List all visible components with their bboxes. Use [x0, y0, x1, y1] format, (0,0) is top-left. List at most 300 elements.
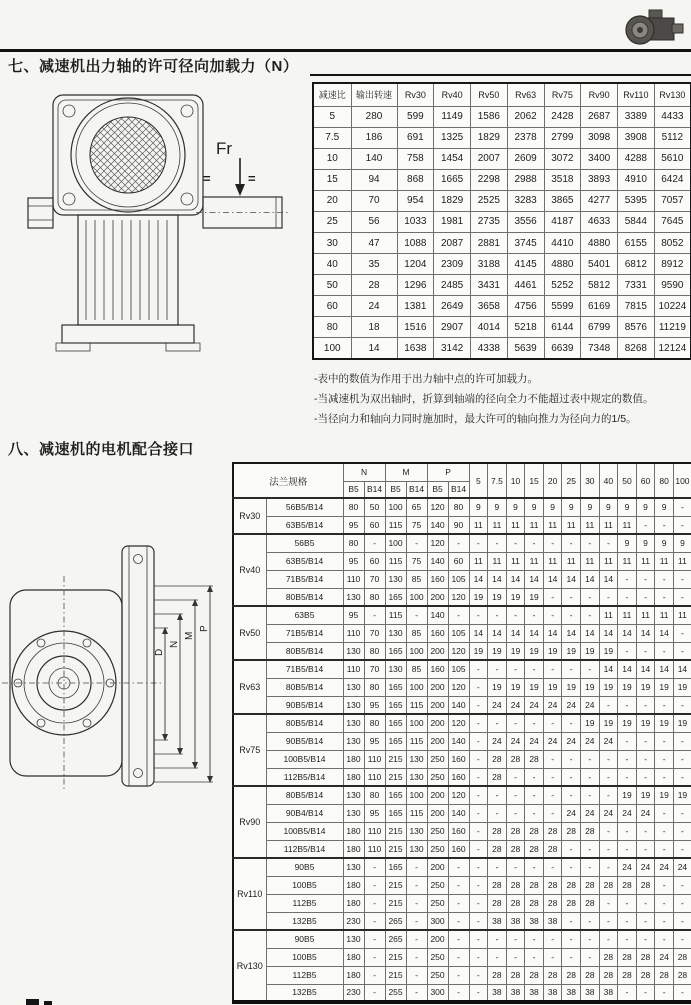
value-cell: 6169 [581, 296, 618, 317]
dash-cell: - [525, 714, 544, 732]
value-cell: 9 [618, 498, 637, 516]
dash-cell: - [364, 984, 385, 1002]
value-cell: 19 [543, 642, 562, 660]
flange-name-cell: 71B5/B14 [266, 624, 343, 642]
dash-cell: - [448, 894, 469, 912]
value-cell: 180 [343, 822, 364, 840]
value-cell: 11 [562, 516, 581, 534]
dash-cell: - [488, 804, 507, 822]
flange-name-cell: 100B5 [266, 876, 343, 894]
column-header: Rv40 [434, 83, 471, 106]
value-cell: 19 [636, 786, 655, 804]
ratio-cell: 30 [313, 232, 351, 253]
dash-cell: - [506, 930, 525, 948]
value-cell: 7348 [581, 338, 618, 359]
gearbox-side-art [2, 528, 232, 800]
value-cell: 70 [351, 190, 397, 211]
dim-label-n: N [169, 640, 180, 648]
value-cell: 11 [673, 606, 691, 624]
value-cell: 19 [469, 642, 488, 660]
dash-cell: - [581, 930, 600, 948]
value-cell: 2428 [544, 106, 581, 127]
value-cell: 80 [364, 786, 385, 804]
value-cell: 28 [506, 822, 525, 840]
value-cell: 28 [673, 966, 691, 984]
dash-cell: - [469, 660, 488, 678]
table-row [233, 570, 691, 588]
table-row [313, 148, 691, 169]
dash-cell: - [618, 732, 637, 750]
value-cell: 11 [562, 552, 581, 570]
value-cell: 599 [397, 106, 434, 127]
value-cell: 11 [488, 516, 507, 534]
flange-name-cell: 63B5/B14 [266, 552, 343, 570]
value-cell: 28 [618, 948, 637, 966]
value-cell: 1033 [397, 211, 434, 232]
value-cell: 11 [599, 552, 618, 570]
value-cell: 14 [562, 624, 581, 642]
value-cell: 115 [406, 732, 427, 750]
value-cell: 19 [618, 786, 637, 804]
value-cell: 165 [385, 786, 406, 804]
ratio-header: 20 [543, 463, 562, 498]
dash-cell: - [448, 948, 469, 966]
column-header: Rv50 [471, 83, 508, 106]
dash-cell: - [655, 516, 674, 534]
value-cell: 19 [525, 678, 544, 696]
value-cell: 28 [543, 966, 562, 984]
dash-cell: - [469, 858, 488, 876]
dash-cell: - [673, 750, 691, 768]
dash-cell: - [469, 714, 488, 732]
value-cell: 2378 [507, 127, 544, 148]
model-cell: Rv30 [233, 498, 266, 534]
model-cell: Rv110 [233, 858, 266, 930]
value-cell: 3098 [581, 127, 618, 148]
dash-cell: - [655, 588, 674, 606]
dash-cell: - [469, 876, 488, 894]
value-cell: 215 [385, 840, 406, 858]
value-cell: 4433 [654, 106, 691, 127]
value-cell: 11 [543, 552, 562, 570]
flange-body [233, 498, 691, 1002]
value-cell: 95 [364, 804, 385, 822]
dash-cell: - [655, 696, 674, 714]
value-cell: 1586 [471, 106, 508, 127]
value-cell: 28 [562, 966, 581, 984]
dash-cell: - [469, 822, 488, 840]
dash-cell: - [562, 786, 581, 804]
value-cell: 5252 [544, 275, 581, 296]
value-cell: 3431 [471, 275, 508, 296]
dash-cell: - [506, 768, 525, 786]
value-cell: 110 [343, 570, 364, 588]
value-cell: 19 [525, 642, 544, 660]
dash-cell: - [364, 948, 385, 966]
value-cell: 165 [385, 588, 406, 606]
value-cell: 24 [543, 696, 562, 714]
value-cell: 19 [599, 678, 618, 696]
value-cell: 186 [351, 127, 397, 148]
value-cell: 28 [599, 948, 618, 966]
table-row [313, 106, 691, 127]
value-cell: 95 [343, 606, 364, 624]
value-cell: 215 [385, 966, 406, 984]
table-row [233, 660, 691, 678]
radial-head [313, 83, 691, 106]
value-cell: 2062 [507, 106, 544, 127]
table-row [233, 750, 691, 768]
dash-cell: - [488, 606, 507, 624]
value-cell: 80 [343, 534, 364, 552]
flange-spec-header: 法兰规格 [233, 463, 343, 498]
value-cell: 3142 [434, 338, 471, 359]
value-cell: 24 [599, 732, 618, 750]
value-cell: 130 [406, 768, 427, 786]
value-cell: 4461 [507, 275, 544, 296]
value-cell: 11 [636, 606, 655, 624]
value-cell: 1638 [397, 338, 434, 359]
value-cell: 160 [427, 660, 448, 678]
value-cell: 2988 [507, 169, 544, 190]
dash-cell: - [488, 714, 507, 732]
value-cell: 7645 [654, 211, 691, 232]
value-cell: 28 [543, 876, 562, 894]
gearbox-product-icon-art [622, 3, 686, 49]
value-cell: 2799 [544, 127, 581, 148]
value-cell: 2298 [471, 169, 508, 190]
value-cell: 180 [343, 894, 364, 912]
table-row [233, 876, 691, 894]
dash-cell: - [469, 696, 488, 714]
value-cell: 95 [343, 552, 364, 570]
value-cell: 9 [618, 534, 637, 552]
flange-name-cell: 112B5 [266, 966, 343, 984]
value-cell: 5599 [544, 296, 581, 317]
value-cell: 180 [343, 768, 364, 786]
value-cell: 80 [343, 498, 364, 516]
value-cell: 28 [506, 840, 525, 858]
dash-cell: - [673, 642, 691, 660]
value-cell: 160 [427, 570, 448, 588]
housing-front [53, 95, 203, 215]
table-row [233, 696, 691, 714]
ratio-cell: 60 [313, 296, 351, 317]
value-cell: 250 [427, 840, 448, 858]
dash-cell: - [488, 534, 507, 552]
dash-cell: - [469, 750, 488, 768]
value-cell: 2687 [581, 106, 618, 127]
table-row [233, 768, 691, 786]
value-cell: 28 [581, 966, 600, 984]
value-cell: 1981 [434, 211, 471, 232]
value-cell: 130 [406, 750, 427, 768]
value-cell: 3865 [544, 190, 581, 211]
value-cell: 180 [343, 948, 364, 966]
dash-cell: - [599, 858, 618, 876]
value-cell: 140 [448, 732, 469, 750]
value-cell: 200 [427, 732, 448, 750]
value-cell: 9 [525, 498, 544, 516]
value-cell: 14 [673, 660, 691, 678]
value-cell: 160 [448, 750, 469, 768]
flange-name-cell: 90B4/B14 [266, 804, 343, 822]
value-cell: 250 [427, 768, 448, 786]
value-cell: 19 [673, 714, 691, 732]
value-cell: 4187 [544, 211, 581, 232]
value-cell: 4880 [581, 232, 618, 253]
dash-cell: - [673, 912, 691, 930]
value-cell: 28 [506, 876, 525, 894]
value-cell: 24 [351, 296, 397, 317]
value-cell: 120 [427, 498, 448, 516]
table-row [233, 948, 691, 966]
value-cell: 160 [427, 624, 448, 642]
value-cell: 5844 [618, 211, 655, 232]
dash-cell: - [469, 840, 488, 858]
value-cell: 18 [351, 317, 397, 338]
value-cell: 758 [397, 148, 434, 169]
section-heading-8: 八、减速机的电机配合接口 [8, 441, 195, 458]
table-row [313, 338, 691, 359]
value-cell: 9 [599, 498, 618, 516]
flange-name-cell: 80B5/B14 [266, 678, 343, 696]
dash-cell: - [562, 840, 581, 858]
value-cell: 24 [506, 732, 525, 750]
value-cell: 11 [618, 606, 637, 624]
dash-cell: - [655, 984, 674, 1002]
value-cell: 14 [599, 624, 618, 642]
dash-cell: - [655, 732, 674, 750]
dash-cell: - [469, 930, 488, 948]
dash-cell: - [636, 822, 655, 840]
value-cell: 2649 [434, 296, 471, 317]
sub-header: B5 [427, 481, 448, 498]
dash-cell: - [488, 660, 507, 678]
dash-cell: - [562, 768, 581, 786]
dash-cell: - [599, 768, 618, 786]
table-row [313, 211, 691, 232]
value-cell: 19 [488, 588, 507, 606]
section-heading-7: 七、减速机出力轴的许可径向加载力（N） [8, 58, 299, 75]
value-cell: 5812 [581, 275, 618, 296]
value-cell: 200 [427, 858, 448, 876]
value-cell: 691 [397, 127, 434, 148]
value-cell: 250 [427, 948, 448, 966]
value-cell: 200 [427, 642, 448, 660]
dash-cell: - [673, 768, 691, 786]
table-row [233, 912, 691, 930]
dash-cell: - [636, 894, 655, 912]
table-row [313, 275, 691, 296]
dash-cell: - [618, 642, 637, 660]
value-cell: 11 [525, 516, 544, 534]
dash-cell: - [562, 912, 581, 930]
value-cell: 28 [636, 966, 655, 984]
value-cell: 11 [673, 552, 691, 570]
value-cell: 100 [385, 534, 406, 552]
value-cell: 28 [488, 894, 507, 912]
dash-cell: - [581, 750, 600, 768]
flange-name-cell: 80B5/B14 [266, 786, 343, 804]
value-cell: 14 [636, 660, 655, 678]
note-line: -当减速机为双出轴时，折算到轴端的径向全力不能超过表中规定的数值。 [314, 393, 654, 405]
dash-cell: - [469, 804, 488, 822]
value-cell: 75 [406, 552, 427, 570]
value-cell: 14 [562, 570, 581, 588]
dash-cell: - [469, 678, 488, 696]
value-cell: 14 [488, 570, 507, 588]
value-cell: 2087 [434, 232, 471, 253]
value-cell: 3893 [581, 169, 618, 190]
value-cell: 130 [343, 804, 364, 822]
value-cell: 165 [385, 696, 406, 714]
flange-name-cell: 90B5/B14 [266, 696, 343, 714]
value-cell: 265 [385, 912, 406, 930]
value-cell: 115 [406, 804, 427, 822]
dash-cell: - [469, 984, 488, 1002]
dash-cell: - [581, 588, 600, 606]
ratio-cell: 100 [313, 338, 351, 359]
equal-mark-left: = [203, 171, 211, 186]
dash-cell: - [618, 570, 637, 588]
value-cell: 14 [636, 624, 655, 642]
value-cell: 11 [506, 516, 525, 534]
ratio-header: 7.5 [488, 463, 507, 498]
value-cell: 11 [488, 552, 507, 570]
dash-cell: - [562, 534, 581, 552]
value-cell: 250 [427, 894, 448, 912]
value-cell: 28 [581, 894, 600, 912]
value-cell: 7331 [618, 275, 655, 296]
dash-cell: - [618, 894, 637, 912]
value-cell: 130 [343, 786, 364, 804]
value-cell: 230 [343, 984, 364, 1002]
value-cell: 28 [525, 894, 544, 912]
value-cell: 110 [364, 750, 385, 768]
dash-cell: - [448, 534, 469, 552]
value-cell: 100 [406, 678, 427, 696]
value-cell: 165 [385, 858, 406, 876]
value-cell: 19 [562, 678, 581, 696]
dash-cell: - [488, 858, 507, 876]
value-cell: 130 [406, 822, 427, 840]
dash-cell: - [506, 804, 525, 822]
value-cell: 28 [488, 876, 507, 894]
dash-cell: - [448, 912, 469, 930]
dash-cell: - [636, 750, 655, 768]
table-row [233, 606, 691, 624]
dash-cell: - [636, 570, 655, 588]
dash-cell: - [448, 930, 469, 948]
value-cell: 28 [618, 966, 637, 984]
ratio-header: 25 [562, 463, 581, 498]
value-cell: 28 [525, 750, 544, 768]
flange-name-cell: 112B5 [266, 894, 343, 912]
value-cell: 11 [655, 606, 674, 624]
value-cell: 6639 [544, 338, 581, 359]
table-row [233, 498, 691, 516]
dash-cell: - [562, 714, 581, 732]
value-cell: 255 [385, 984, 406, 1002]
dash-cell: - [599, 840, 618, 858]
value-cell: 9 [655, 534, 674, 552]
dash-cell: - [636, 516, 655, 534]
dash-cell: - [562, 858, 581, 876]
value-cell: 24 [599, 804, 618, 822]
dash-cell: - [581, 534, 600, 552]
dash-cell: - [673, 624, 691, 642]
value-cell: 250 [427, 750, 448, 768]
value-cell: 140 [448, 804, 469, 822]
dash-cell: - [599, 588, 618, 606]
value-cell: 130 [343, 588, 364, 606]
value-cell: 2735 [471, 211, 508, 232]
dash-cell: - [543, 750, 562, 768]
value-cell: 19 [673, 678, 691, 696]
value-cell: 14 [351, 338, 397, 359]
value-cell: 6424 [654, 169, 691, 190]
value-cell: 14 [543, 570, 562, 588]
dash-cell: - [618, 588, 637, 606]
dash-cell: - [543, 858, 562, 876]
table-row [233, 588, 691, 606]
dash-cell: - [525, 786, 544, 804]
value-cell: 300 [427, 912, 448, 930]
value-cell: 165 [385, 714, 406, 732]
value-cell: 230 [343, 912, 364, 930]
value-cell: 215 [385, 750, 406, 768]
value-cell: 7815 [618, 296, 655, 317]
sub-header: B5 [385, 481, 406, 498]
dash-cell: - [448, 876, 469, 894]
dash-cell: - [525, 660, 544, 678]
dash-cell: - [581, 858, 600, 876]
value-cell: 9 [581, 498, 600, 516]
value-cell: 3400 [581, 148, 618, 169]
value-cell: 24 [581, 804, 600, 822]
value-cell: 24 [488, 696, 507, 714]
value-cell: 3072 [544, 148, 581, 169]
value-cell: 28 [488, 840, 507, 858]
value-cell: 11 [636, 552, 655, 570]
value-cell: 19 [506, 678, 525, 696]
value-cell: 280 [351, 106, 397, 127]
value-cell: 180 [343, 750, 364, 768]
radial-header-row [313, 83, 691, 106]
dash-cell: - [448, 606, 469, 624]
value-cell: 14 [581, 624, 600, 642]
value-cell: 3518 [544, 169, 581, 190]
flange-head [233, 463, 691, 498]
flange-name-cell: 90B5/B14 [266, 732, 343, 750]
flange-name-cell: 71B5/B14 [266, 570, 343, 588]
radial-force-annotation [203, 139, 256, 196]
dash-cell: - [673, 732, 691, 750]
flange-name-cell: 90B5 [266, 930, 343, 948]
ratio-cell: 25 [313, 211, 351, 232]
value-cell: 200 [427, 714, 448, 732]
dash-cell: - [618, 822, 637, 840]
value-cell: 28 [506, 966, 525, 984]
column-header: 输出转速 [351, 83, 397, 106]
value-cell: 28 [488, 966, 507, 984]
value-cell: 120 [448, 714, 469, 732]
dash-cell: - [406, 912, 427, 930]
value-cell: 2881 [471, 232, 508, 253]
ratio-cell: 50 [313, 275, 351, 296]
value-cell: 130 [343, 678, 364, 696]
